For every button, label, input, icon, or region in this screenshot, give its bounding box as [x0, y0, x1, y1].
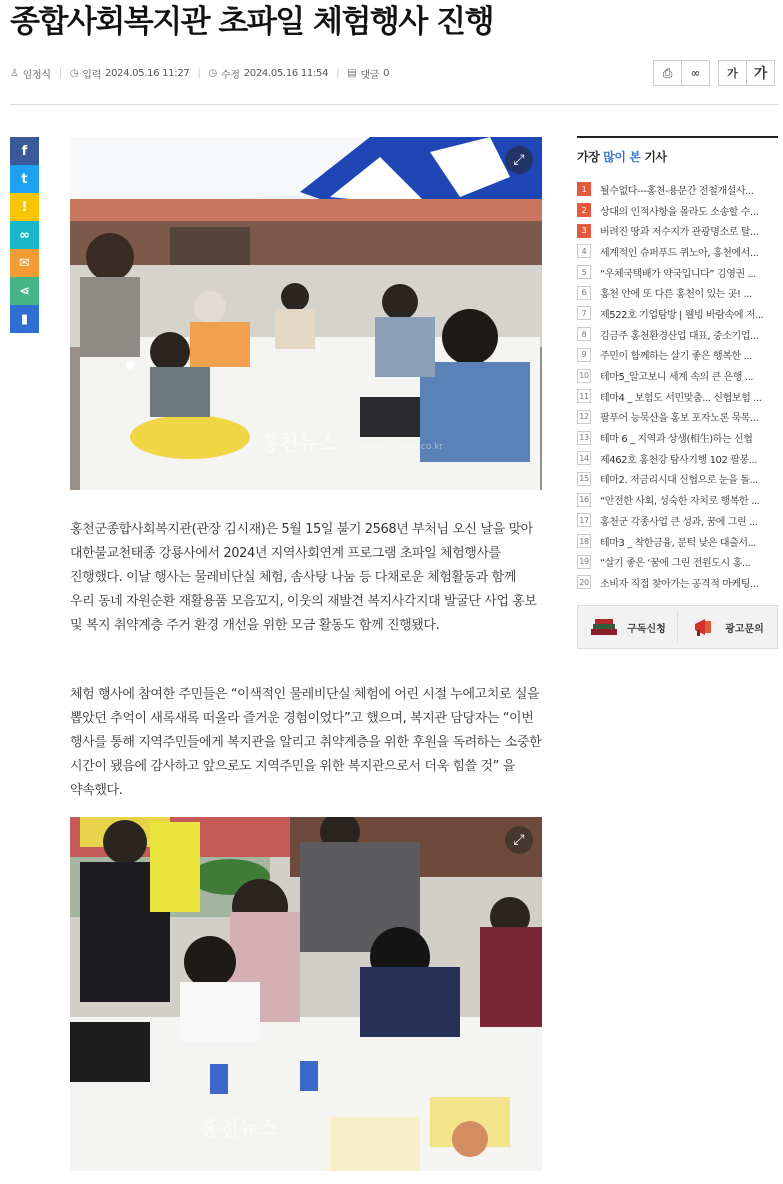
most-viewed-item[interactable] — [577, 551, 778, 572]
meta-separator: | — [197, 67, 201, 79]
most-viewed-link[interactable]: 홍천군 각종사업 큰 성과, 꿈에 그린 ... — [600, 516, 758, 528]
author-name: 임정식 — [22, 69, 51, 81]
print-button[interactable] — [653, 60, 682, 86]
megaphone-icon — [691, 615, 717, 639]
published-label: 입력 — [82, 69, 102, 81]
most-viewed-item[interactable] — [577, 407, 778, 428]
most-viewed-link[interactable]: 테마4 _ 보험도 서민맞춤... 신협보험 ... — [600, 392, 762, 404]
rank-number-badge: 10 — [577, 369, 591, 383]
rank-number-badge: 16 — [577, 493, 591, 507]
most-viewed-item[interactable] — [577, 345, 778, 366]
print-icon: ⎙ — [662, 65, 673, 80]
comments-count: 0 — [383, 67, 390, 79]
most-viewed-item[interactable] — [577, 179, 778, 200]
most-viewed-item[interactable] — [577, 220, 778, 241]
link-share-button[interactable] — [10, 221, 39, 249]
article-meta — [10, 62, 389, 84]
most-viewed-link[interactable]: 홍천 안에 또 다른 홍천이 있는 곳! ... — [600, 289, 752, 301]
facebook-share-button[interactable] — [10, 137, 39, 165]
share-bar — [10, 137, 39, 333]
most-viewed-title — [577, 148, 778, 165]
most-viewed-link[interactable]: 테마 6 _ 지역과 상생(相生)하는 신협 — [600, 434, 753, 446]
most-viewed-link[interactable]: “살기 좋은 ‘꿈에 그린 전원도시 홍... — [600, 558, 751, 570]
copy-link-button[interactable] — [681, 60, 710, 86]
meta-separator: | — [336, 67, 340, 79]
updated-label: 수정 — [220, 69, 240, 81]
subscribe-button[interactable] — [578, 606, 677, 648]
rank-number-badge: 7 — [577, 306, 591, 320]
promo-banner — [577, 605, 778, 649]
font-size-tools — [719, 60, 775, 86]
article-paragraph-2: 체험 행사에 참여한 주민들은 “이색적인 물레비단실 체험에 어린 시절 누에고치로 실을 뽑았던 추억이 새록새록 떠올라 즐거운 경험이었다”고 했으며, 복지관 담당자는 “이번 행사를 통해 지역주민들에게 복지관을 알리고 취약계층을 위한 후원을 독려하는 소중한 시간이 됐음에 감사하고 앞으로도 지역주민을 위한 복지관으로서 더욱 힘쓸 것” 을 약속했다. — [70, 687, 542, 798]
rank-number-badge: 17 — [577, 513, 591, 527]
bookmark-icon: ▮ — [20, 311, 29, 327]
subscribe-label: 구독신청 — [627, 623, 666, 635]
most-viewed-link[interactable]: 상대의 인적사항을 몰라도 소송할 수... — [600, 206, 759, 218]
rank-number-badge: 13 — [577, 431, 591, 445]
bookmark-button[interactable] — [10, 305, 39, 333]
rank-number-badge: 1 — [577, 182, 591, 196]
twitter-share-button[interactable] — [10, 165, 39, 193]
author-info — [10, 66, 51, 81]
most-viewed-item[interactable] — [577, 469, 778, 490]
most-viewed-link[interactable]: 소비자 직접 찾아가는 공격적 마케팅... — [600, 578, 759, 590]
updated-info — [209, 66, 329, 81]
comment-icon: ▤ — [347, 67, 357, 79]
most-viewed-item[interactable] — [577, 200, 778, 221]
most-viewed-item[interactable] — [577, 386, 778, 407]
rank-number-badge: 9 — [577, 348, 591, 362]
most-viewed-link[interactable]: 될수없다---홍천-용문간 전철개설사... — [600, 185, 754, 197]
rank-number-badge: 3 — [577, 224, 591, 238]
most-viewed-item[interactable] — [577, 448, 778, 469]
kakaostory-share-button[interactable] — [10, 193, 39, 221]
rank-number-badge: 14 — [577, 451, 591, 465]
books-icon — [589, 615, 619, 639]
person-icon: ♙ — [10, 67, 19, 79]
most-viewed-link[interactable]: 세계적인 슈퍼푸드 퀴노아, 홍천에서... — [600, 247, 759, 259]
most-viewed-item[interactable] — [577, 510, 778, 531]
kakaostory-icon: ! — [21, 199, 28, 215]
most-viewed-link[interactable]: “우체국택배가 약국입니다” 김영권 ... — [600, 268, 756, 280]
rank-number-badge: 15 — [577, 472, 591, 486]
most-viewed-item[interactable] — [577, 262, 778, 283]
photo-1-watermark: 홍천뉴스 — [260, 431, 338, 455]
photo-1-watermark-url: www.hcnews.co.kr — [360, 442, 443, 452]
most-viewed-link[interactable]: 팔푸어 능묵산을 홍보 포자노론 묵목... — [600, 413, 759, 425]
most-viewed-item[interactable] — [577, 241, 778, 262]
rank-number-badge: 20 — [577, 575, 591, 589]
clock-icon: ◷ — [69, 67, 79, 79]
twitter-icon: t — [21, 171, 28, 187]
published-info — [70, 66, 190, 81]
share-button[interactable] — [10, 277, 39, 305]
most-viewed-panel — [577, 136, 778, 593]
rank-number-badge: 2 — [577, 203, 591, 217]
expand-photo-2-icon[interactable]: ⤢ — [505, 826, 533, 854]
most-viewed-item[interactable] — [577, 531, 778, 552]
most-viewed-list — [577, 179, 778, 593]
published-date: 2024.05.16 11:27 — [105, 67, 190, 79]
most-viewed-item[interactable] — [577, 427, 778, 448]
rank-number-badge: 19 — [577, 555, 591, 569]
share-icon: ⋖ — [19, 283, 30, 299]
title-suffix: 기사 — [644, 150, 667, 164]
most-viewed-link[interactable]: 제462호 홍천강 탐사기행 102 팔봉... — [600, 454, 758, 466]
facebook-icon: f — [21, 143, 28, 159]
advertise-label: 광고문의 — [725, 623, 764, 635]
email-icon: ✉ — [19, 255, 30, 271]
most-viewed-link[interactable]: 테마3 _ 착한금융, 문턱 낮은 대출서... — [600, 537, 756, 549]
rank-number-badge: 6 — [577, 286, 591, 300]
most-viewed-link[interactable]: 버려진 땅과 저수지가 관광명소로 탈... — [600, 227, 759, 239]
rank-number-badge: 12 — [577, 410, 591, 424]
most-viewed-link[interactable]: 테마2. 저금리시대 신협으로 눈을 돌... — [600, 475, 758, 487]
most-viewed-link[interactable]: “안전한 사회, 성숙한 자치로 행복한 ... — [600, 496, 760, 508]
font-increase-button[interactable]: 가 — [746, 60, 775, 86]
advertise-button[interactable] — [678, 606, 777, 648]
article-photo-2[interactable] — [70, 817, 542, 1171]
title-prefix: 가장 — [577, 150, 600, 164]
most-viewed-item[interactable] — [577, 572, 778, 593]
rank-number-badge: 5 — [577, 265, 591, 279]
most-viewed-link[interactable]: 주민이 함께하는 살기 좋은 행복한 ... — [600, 351, 752, 363]
most-viewed-link[interactable]: 제522호 기업탐방 | 웰빙 바람속에 저... — [600, 309, 764, 321]
most-viewed-item[interactable] — [577, 365, 778, 386]
most-viewed-item[interactable] — [577, 324, 778, 345]
article-tools — [654, 60, 710, 86]
article-title: 종합사회복지관 초파일 체험행사 진행 — [10, 4, 494, 40]
title-highlight: 많이 본 — [603, 150, 641, 164]
comments-label: 댓글 — [360, 69, 380, 81]
most-viewed-item[interactable] — [577, 489, 778, 510]
link-icon: ∞ — [19, 227, 30, 243]
most-viewed-item[interactable] — [577, 282, 778, 303]
rank-number-badge: 11 — [577, 389, 591, 403]
email-share-button[interactable] — [10, 249, 39, 277]
most-viewed-item[interactable] — [577, 303, 778, 324]
photo-2-scene — [70, 817, 542, 1171]
rank-number-badge: 18 — [577, 534, 591, 548]
article-paragraph-1: 홍천군종합사회복지관(관장 김시재)은 5월 15일 불기 2568년 부처님 오신 날을 맞아 대한불교천태종 강룡사에서 2024년 지역사회연계 프로그램 초파일 체험행사를 진행했다. 이날 행사는 물레비단실 체험, 솜사탕 나눔 등 다채로운 체험활동과 함께 우리 동네 자원순환 재활용품 모음꼬지, 이웃의 재발견 복지사각지대 발굴단 사업 홍보 및 복지 취약계층 주거 환경 개선을 위한 모금 활동도 함께 진행됐다. — [70, 522, 537, 633]
rank-number-badge: 4 — [577, 244, 591, 258]
font-decrease-button[interactable]: 가 — [718, 60, 747, 86]
updated-date: 2024.05.16 11:54 — [243, 67, 329, 79]
header-divider — [10, 104, 778, 105]
comments-info[interactable] — [347, 66, 389, 81]
most-viewed-link[interactable]: 테마5_알고보니 세계 속의 큰 은행 ... — [600, 372, 754, 384]
clock-icon: ◷ — [208, 67, 217, 79]
rank-number-badge: 8 — [577, 327, 591, 341]
link-icon: ∞ — [690, 66, 701, 80]
panel-top-border — [577, 136, 778, 138]
most-viewed-link[interactable]: 김금주 홍천환경산업 대표, 중소기업... — [600, 330, 759, 342]
expand-photo-1-icon[interactable]: ⤢ — [505, 146, 533, 174]
meta-separator: | — [58, 67, 62, 79]
article-photo-1[interactable] — [70, 137, 542, 490]
photo-2-watermark: 홍천뉴스 — [200, 1116, 278, 1140]
